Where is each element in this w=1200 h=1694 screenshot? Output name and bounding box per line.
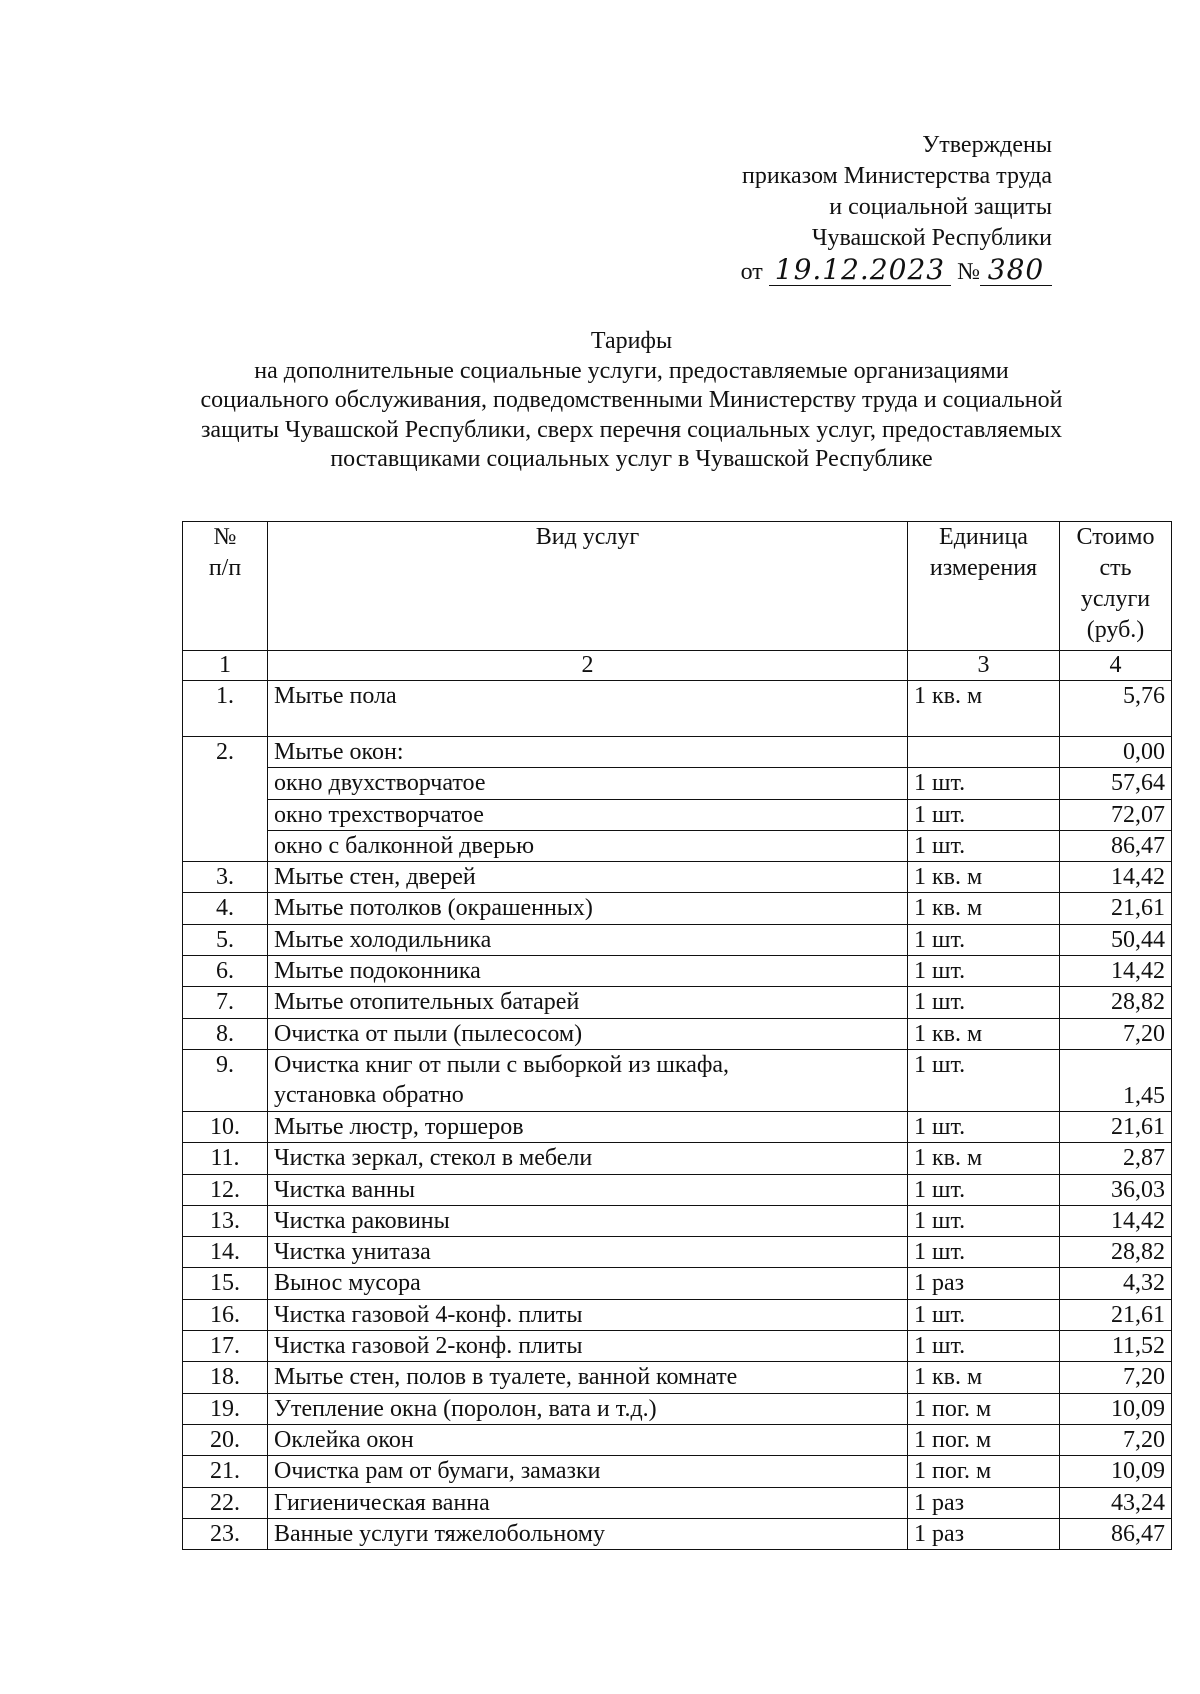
service-cost: 57,64 [1060,768,1172,799]
tariffs-table [182,521,1172,1550]
title-heading: Тарифы [590,328,673,354]
table-row [183,956,1172,987]
service-cost: 86,47 [1060,830,1172,861]
service-name: Мытье окон: [268,737,908,768]
table-row [183,893,1172,924]
row-number: 8. [183,1018,268,1049]
service-cost: 50,44 [1060,924,1172,955]
unit-of-measure: 1 шт. [908,830,1060,861]
unit-of-measure: 1 кв. м [908,1018,1060,1049]
column-number: 3 [908,651,1060,681]
table-row [183,1362,1172,1393]
service-cost: 14,42 [1060,956,1172,987]
table-row [183,1143,1172,1174]
row-number: 18. [183,1362,268,1393]
title-line: социального обслуживания, подведомственными Министерству труда и социальной [200,387,1063,413]
service-name: окно трехстворчатое [268,799,908,830]
unit-of-measure: 1 шт. [908,1331,1060,1362]
document-title [170,327,1093,475]
table-row [183,1268,1172,1299]
table-row [183,737,1172,768]
service-name: Мытье стен, дверей [268,862,908,893]
service-name: Ванные услуги тяжелобольному [268,1518,908,1549]
handwritten-number: 380 [980,254,1052,286]
service-cost: 14,42 [1060,862,1172,893]
service-cost: 72,07 [1060,799,1172,830]
service-cost: 7,20 [1060,1424,1172,1455]
table-row [183,830,1172,861]
table-row [183,1049,1172,1111]
row-number: 21. [183,1456,268,1487]
service-cost: 4,32 [1060,1268,1172,1299]
service-name: Чистка газовой 2-конф. плиты [268,1331,908,1362]
header-cost: Стоимо сть услуги (руб.) [1060,522,1172,651]
table-row [183,1331,1172,1362]
service-name: Мытье стен, полов в туалете, ванной комнате [268,1362,908,1393]
approval-line: приказом Министерства труда [742,163,1052,189]
unit-of-measure [908,737,1060,768]
row-number: 7. [183,987,268,1018]
row-number: 6. [183,956,268,987]
service-cost: 0,00 [1060,737,1172,768]
service-name: окно двухстворчатое [268,768,908,799]
row-number: 4. [183,893,268,924]
handwritten-date: 19.12.2023 [769,254,951,286]
unit-of-measure: 1 раз [908,1487,1060,1518]
service-name: Очистка книг от пыли с выборкой из шкафа, установка обратно [268,1049,908,1111]
service-cost: 10,09 [1060,1393,1172,1424]
row-number: 10. [183,1111,268,1142]
service-cost: 21,61 [1060,1111,1172,1142]
approval-line: Утверждены [922,132,1052,158]
service-cost: 28,82 [1060,1237,1172,1268]
service-cost: 21,61 [1060,893,1172,924]
unit-of-measure: 1 шт. [908,987,1060,1018]
service-cost: 7,20 [1060,1362,1172,1393]
unit-of-measure: 1 шт. [908,768,1060,799]
service-cost: 28,82 [1060,987,1172,1018]
service-cost: 21,61 [1060,1299,1172,1330]
unit-of-measure: 1 шт. [908,924,1060,955]
service-cost: 2,87 [1060,1143,1172,1174]
table-row [183,1518,1172,1549]
column-number: 2 [268,651,908,681]
header-number: № п/п [183,522,268,651]
unit-of-measure: 1 кв. м [908,1362,1060,1393]
table-row [183,1299,1172,1330]
unit-of-measure: 1 шт. [908,1111,1060,1142]
date-prefix: от [740,259,763,285]
unit-of-measure: 1 пог. м [908,1393,1060,1424]
service-cost: 10,09 [1060,1456,1172,1487]
header-service: Вид услуг [268,522,908,651]
table-row [183,1018,1172,1049]
unit-of-measure: 1 раз [908,1268,1060,1299]
table-row [183,924,1172,955]
service-cost: 86,47 [1060,1518,1172,1549]
row-number: 22. [183,1487,268,1518]
row-number: 5. [183,924,268,955]
service-name: Мытье потолков (окрашенных) [268,893,908,924]
service-name: Вынос мусора [268,1268,908,1299]
service-name: Утепление окна (поролон, вата и т.д.) [268,1393,908,1424]
title-line: на дополнительные социальные услуги, предоставляемые организациями [254,357,1009,384]
column-numbers-row [183,651,1172,681]
service-cost: 5,76 [1060,681,1172,737]
approval-block [741,130,1052,288]
title-line: поставщиками социальных услуг в Чувашской Республике [330,446,933,472]
table-row [183,1424,1172,1455]
table-row [183,1237,1172,1268]
service-name: Гигиеническая ванна [268,1487,908,1518]
approval-date-line [741,254,1052,288]
table-row [183,1393,1172,1424]
unit-of-measure: 1 шт. [908,1205,1060,1236]
row-number [183,768,268,799]
approval-line: Чувашской Республики [811,225,1052,251]
table-row [183,1111,1172,1142]
column-number: 1 [183,651,268,681]
table-row [183,987,1172,1018]
service-cost: 7,20 [1060,1018,1172,1049]
table-row [183,1456,1172,1487]
service-name: Оклейка окон [268,1424,908,1455]
service-name: Мытье пола [268,681,908,737]
service-cost: 14,42 [1060,1205,1172,1236]
table-header-row [183,522,1172,651]
service-name: Очистка рам от бумаги, замазки [268,1456,908,1487]
service-name: Чистка зеркал, стекол в мебели [268,1143,908,1174]
service-name: Чистка унитаза [268,1237,908,1268]
unit-of-measure: 1 раз [908,1518,1060,1549]
row-number: 14. [183,1237,268,1268]
service-name: Очистка от пыли (пылесосом) [268,1018,908,1049]
row-number: 16. [183,1299,268,1330]
table-row [183,1205,1172,1236]
row-number: 23. [183,1518,268,1549]
unit-of-measure: 1 шт. [908,1299,1060,1330]
row-number: 15. [183,1268,268,1299]
row-number: 13. [183,1205,268,1236]
title-line: защиты Чувашской Республики, сверх перечня социальных услуг, предоставляемых [200,416,1063,443]
service-cost: 1,45 [1060,1049,1172,1111]
service-name: окно с балконной дверью [268,830,908,861]
row-number [183,830,268,861]
service-name: Мытье люстр, торшеров [268,1111,908,1142]
unit-of-measure: 1 пог. м [908,1456,1060,1487]
unit-of-measure: 1 шт. [908,799,1060,830]
service-name: Чистка раковины [268,1205,908,1236]
row-number: 1. [183,681,268,737]
service-cost: 11,52 [1060,1331,1172,1362]
service-name: Чистка газовой 4-конф. плиты [268,1299,908,1330]
unit-of-measure: 1 кв. м [908,862,1060,893]
table-row [183,862,1172,893]
service-cost: 43,24 [1060,1487,1172,1518]
table-row [183,799,1172,830]
row-number: 9. [183,1049,268,1111]
row-number: 17. [183,1331,268,1362]
service-name: Мытье подоконника [268,956,908,987]
service-name: Чистка ванны [268,1174,908,1205]
table-row [183,768,1172,799]
row-number: 12. [183,1174,268,1205]
unit-of-measure: 1 шт. [908,1174,1060,1205]
row-number [183,799,268,830]
unit-of-measure: 1 шт. [908,956,1060,987]
unit-of-measure: 1 кв. м [908,893,1060,924]
row-number: 20. [183,1424,268,1455]
unit-of-measure: 1 шт. [908,1237,1060,1268]
unit-of-measure: 1 шт. [908,1049,1060,1111]
table-row [183,681,1172,737]
row-number: 19. [183,1393,268,1424]
row-number: 11. [183,1143,268,1174]
row-number: 2. [183,737,268,768]
header-unit: Единица измерения [908,522,1060,651]
unit-of-measure: 1 кв. м [908,681,1060,737]
table-row [183,1487,1172,1518]
unit-of-measure: 1 пог. м [908,1424,1060,1455]
service-name: Мытье холодильника [268,924,908,955]
number-prefix: № [957,259,980,285]
approval-line: и социальной защиты [829,194,1052,220]
unit-of-measure: 1 кв. м [908,1143,1060,1174]
service-cost: 36,03 [1060,1174,1172,1205]
column-number: 4 [1060,651,1172,681]
row-number: 3. [183,862,268,893]
table-row [183,1174,1172,1205]
service-name: Мытье отопительных батарей [268,987,908,1018]
